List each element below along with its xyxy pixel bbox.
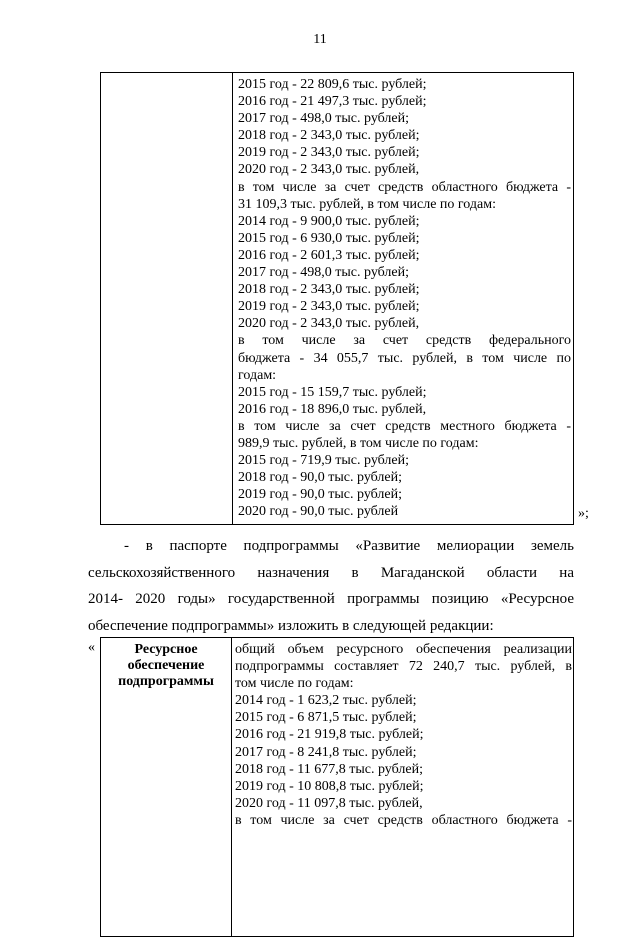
row-header-line: обеспечение bbox=[127, 658, 205, 673]
funding-line: 2015 год - 6 871,5 тыс. рублей; bbox=[235, 710, 417, 726]
funding-line: 2017 год - 8 241,8 тыс. рублей; bbox=[235, 744, 417, 760]
paragraph-line: 2014- 2020 годы» государственной программы позицию «Ресурсное bbox=[88, 591, 574, 607]
funding-line: том числе по годам: bbox=[235, 676, 354, 692]
funding-line: 2019 год - 90,0 тыс. рублей; bbox=[238, 487, 403, 503]
funding-line: 989,9 тыс. рублей, в том числе по годам: bbox=[238, 435, 479, 451]
funding-line: в том числе за счет средств федерального bbox=[238, 333, 571, 349]
funding-line: подпрограммы составляет 72 240,7 тыс. рублей, в bbox=[235, 659, 572, 675]
funding-lines bbox=[235, 641, 572, 829]
funding-line: в том числе за счет средств областного бюджета - bbox=[235, 812, 572, 828]
paragraph-line: - в паспорте подпрограммы «Развитие мелиорации земель bbox=[124, 538, 574, 554]
funding-lines bbox=[238, 76, 571, 520]
closing-quote: »; bbox=[578, 506, 589, 521]
funding-line: 2016 год - 18 896,0 тыс. рублей, bbox=[238, 401, 427, 417]
funding-line: в том числе за счет средств местного бюджета - bbox=[238, 418, 571, 434]
opening-quote: « bbox=[88, 640, 95, 655]
funding-line: 2017 год - 498,0 тыс. рублей; bbox=[238, 265, 410, 281]
row-header-line: подпрограммы bbox=[118, 674, 214, 689]
funding-line: 31 109,3 тыс. рублей, в том числе по годам: bbox=[238, 196, 496, 212]
funding-line: 2018 год - 90,0 тыс. рублей; bbox=[238, 470, 403, 486]
resource-table-new bbox=[100, 637, 574, 937]
row-header-line: Ресурсное bbox=[134, 642, 198, 657]
funding-line: 2015 год - 22 809,6 тыс. рублей; bbox=[238, 77, 427, 92]
funding-line: 2020 год - 2 343,0 тыс. рублей, bbox=[238, 316, 420, 332]
funding-line: 2018 год - 2 343,0 тыс. рублей; bbox=[238, 282, 420, 298]
row-header bbox=[101, 642, 231, 690]
funding-line: 2014 год - 1 623,2 тыс. рублей; bbox=[235, 693, 417, 709]
funding-line: в том числе за счет средств областного бюджета - bbox=[238, 179, 571, 195]
funding-line: 2019 год - 2 343,0 тыс. рублей; bbox=[238, 145, 420, 161]
funding-line: 2016 год - 21 919,8 тыс. рублей; bbox=[235, 727, 424, 743]
funding-line: общий объем ресурсного обеспечения реализации bbox=[235, 642, 572, 657]
funding-line: бюджета - 34 055,7 тыс. рублей, в том числе по bbox=[238, 350, 571, 366]
funding-line: 2020 год - 2 343,0 тыс. рублей, bbox=[238, 162, 420, 178]
paragraph-line: сельскохозяйственного назначения в Магаданской области на bbox=[88, 564, 574, 581]
funding-line: 2015 год - 6 930,0 тыс. рублей; bbox=[238, 230, 420, 246]
resource-table-continuation bbox=[100, 72, 574, 525]
funding-line: 2017 год - 498,0 тыс. рублей; bbox=[238, 111, 410, 127]
funding-line: 2018 год - 11 677,8 тыс. рублей; bbox=[235, 761, 423, 777]
funding-line: 2018 год - 2 343,0 тыс. рублей; bbox=[238, 128, 420, 144]
column-divider bbox=[231, 638, 232, 936]
funding-line: 2015 год - 15 159,7 тыс. рублей; bbox=[238, 384, 427, 400]
paragraph-line: обеспечение подпрограммы» изложить в следующей редакции: bbox=[88, 617, 494, 634]
funding-line: 2019 год - 2 343,0 тыс. рублей; bbox=[238, 299, 420, 315]
column-divider bbox=[232, 73, 233, 524]
funding-line: 2020 год - 90,0 тыс. рублей bbox=[238, 504, 399, 520]
page-number: 11 bbox=[313, 32, 327, 47]
funding-line: годам: bbox=[238, 367, 277, 383]
funding-line: 2014 год - 9 900,0 тыс. рублей; bbox=[238, 213, 420, 229]
funding-line: 2019 год - 10 808,8 тыс. рублей; bbox=[235, 778, 424, 794]
funding-line: 2020 год - 11 097,8 тыс. рублей, bbox=[235, 795, 423, 811]
funding-line: 2016 год - 2 601,3 тыс. рублей; bbox=[238, 247, 420, 263]
funding-line: 2015 год - 719,9 тыс. рублей; bbox=[238, 453, 410, 469]
funding-line: 2016 год - 21 497,3 тыс. рублей; bbox=[238, 94, 427, 110]
amendment-paragraph bbox=[88, 533, 574, 639]
